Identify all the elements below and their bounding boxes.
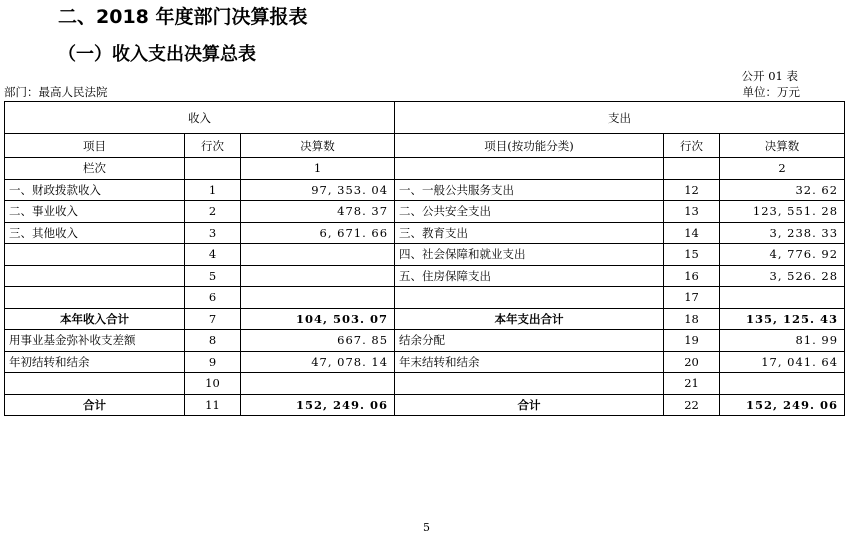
table-row	[5, 179, 845, 201]
expense-amount-cell: 135, 125. 43	[720, 308, 845, 330]
expense-row-no-cell: 14	[664, 222, 720, 244]
income-item-cell: 年初结转和结余	[5, 351, 185, 373]
income-row-no-cell: 7	[185, 308, 241, 330]
table-row	[5, 201, 845, 223]
expense-amount-cell: 3, 526. 28	[720, 265, 845, 287]
empty-cell	[185, 158, 241, 180]
income-row-no-cell: 5	[185, 265, 241, 287]
income-item-cell: 本年收入合计	[5, 308, 185, 330]
income-amount-cell: 47, 078. 14	[241, 351, 395, 373]
expense-row-no-cell: 12	[664, 179, 720, 201]
income-amount-cell: 6, 671. 66	[241, 222, 395, 244]
expense-item-cell: 本年支出合计	[395, 308, 664, 330]
income-expense-table	[4, 101, 845, 416]
expense-item-cell: 三、教育支出	[395, 222, 664, 244]
page-number: 5	[423, 521, 430, 534]
expense-item-cell: 结余分配	[395, 330, 664, 352]
expense-item-cell: 四、社会保障和就业支出	[395, 244, 664, 266]
expense-item-cell: 年末结转和结余	[395, 351, 664, 373]
header-item: 项目	[5, 134, 185, 158]
expense-row-no-cell: 18	[664, 308, 720, 330]
income-amount-cell	[241, 244, 395, 266]
expense-amount-cell: 152, 249. 06	[720, 394, 845, 416]
expense-row-no-cell: 15	[664, 244, 720, 266]
table-code: 公开 01 表	[741, 69, 798, 83]
unit-label: 单位：万元	[742, 85, 800, 99]
report-subheading: （一）收入支出决算总表	[58, 44, 256, 65]
expense-row-no-cell: 13	[664, 201, 720, 223]
header-amount-2: 决算数	[720, 134, 845, 158]
empty-cell	[664, 158, 720, 180]
table-row	[5, 351, 845, 373]
income-item-cell	[5, 265, 185, 287]
income-item-cell	[5, 244, 185, 266]
expense-amount-cell: 4, 776. 92	[720, 244, 845, 266]
table-row	[5, 330, 845, 352]
column-index-row	[5, 158, 845, 180]
income-row-no-cell: 9	[185, 351, 241, 373]
expense-amount-cell: 3, 238. 33	[720, 222, 845, 244]
expense-amount-cell	[720, 287, 845, 309]
report-heading: 二、2018 年度部门决算报表	[58, 6, 308, 28]
expense-row-no-cell: 20	[664, 351, 720, 373]
table-row	[5, 394, 845, 416]
empty-cell	[395, 158, 664, 180]
income-row-no-cell: 10	[185, 373, 241, 395]
income-item-cell: 用事业基金弥补收支差额	[5, 330, 185, 352]
header-amount: 决算数	[241, 134, 395, 158]
header-row-no-2: 行次	[664, 134, 720, 158]
table-row	[5, 308, 845, 330]
income-amount-cell: 152, 249. 06	[241, 394, 395, 416]
expense-amount-cell: 17, 041. 64	[720, 351, 845, 373]
income-item-cell: 一、财政拨款收入	[5, 179, 185, 201]
header-row-no: 行次	[185, 134, 241, 158]
expense-item-cell: 五、住房保障支出	[395, 265, 664, 287]
expense-item-cell	[395, 373, 664, 395]
expense-amount-cell	[720, 373, 845, 395]
income-amount-cell	[241, 265, 395, 287]
income-row-no-cell: 2	[185, 201, 241, 223]
income-amount-cell: 478. 37	[241, 201, 395, 223]
expense-amount-cell: 32. 62	[720, 179, 845, 201]
column-index-label: 栏次	[5, 158, 185, 180]
table-row	[5, 244, 845, 266]
table-row	[5, 265, 845, 287]
income-amount-cell	[241, 373, 395, 395]
expense-group-header: 支出	[395, 102, 845, 134]
column-index-2: 2	[720, 158, 845, 180]
header-item-by-function: 项目(按功能分类)	[395, 134, 664, 158]
income-item-cell: 三、其他收入	[5, 222, 185, 244]
table-row	[5, 287, 845, 309]
income-amount-cell: 97, 353. 04	[241, 179, 395, 201]
column-header-row	[5, 134, 845, 158]
expense-item-cell	[395, 287, 664, 309]
expense-row-no-cell: 21	[664, 373, 720, 395]
department-label: 部门：最高人民法院	[4, 85, 108, 99]
group-header-row	[5, 102, 845, 134]
income-row-no-cell: 4	[185, 244, 241, 266]
table-row	[5, 373, 845, 395]
income-row-no-cell: 1	[185, 179, 241, 201]
expense-amount-cell: 81. 99	[720, 330, 845, 352]
expense-amount-cell: 123, 551. 28	[720, 201, 845, 223]
income-item-cell: 二、事业收入	[5, 201, 185, 223]
table-row	[5, 222, 845, 244]
expense-row-no-cell: 16	[664, 265, 720, 287]
income-group-header: 收入	[5, 102, 395, 134]
income-row-no-cell: 8	[185, 330, 241, 352]
expense-item-cell: 合计	[395, 394, 664, 416]
income-item-cell: 合计	[5, 394, 185, 416]
income-amount-cell: 667. 85	[241, 330, 395, 352]
income-row-no-cell: 6	[185, 287, 241, 309]
expense-row-no-cell: 19	[664, 330, 720, 352]
column-index-1: 1	[241, 158, 395, 180]
income-amount-cell	[241, 287, 395, 309]
income-item-cell	[5, 373, 185, 395]
expense-item-cell: 一、一般公共服务支出	[395, 179, 664, 201]
expense-item-cell: 二、公共安全支出	[395, 201, 664, 223]
income-row-no-cell: 3	[185, 222, 241, 244]
income-item-cell	[5, 287, 185, 309]
expense-row-no-cell: 17	[664, 287, 720, 309]
income-amount-cell: 104, 503. 07	[241, 308, 395, 330]
income-row-no-cell: 11	[185, 394, 241, 416]
expense-row-no-cell: 22	[664, 394, 720, 416]
